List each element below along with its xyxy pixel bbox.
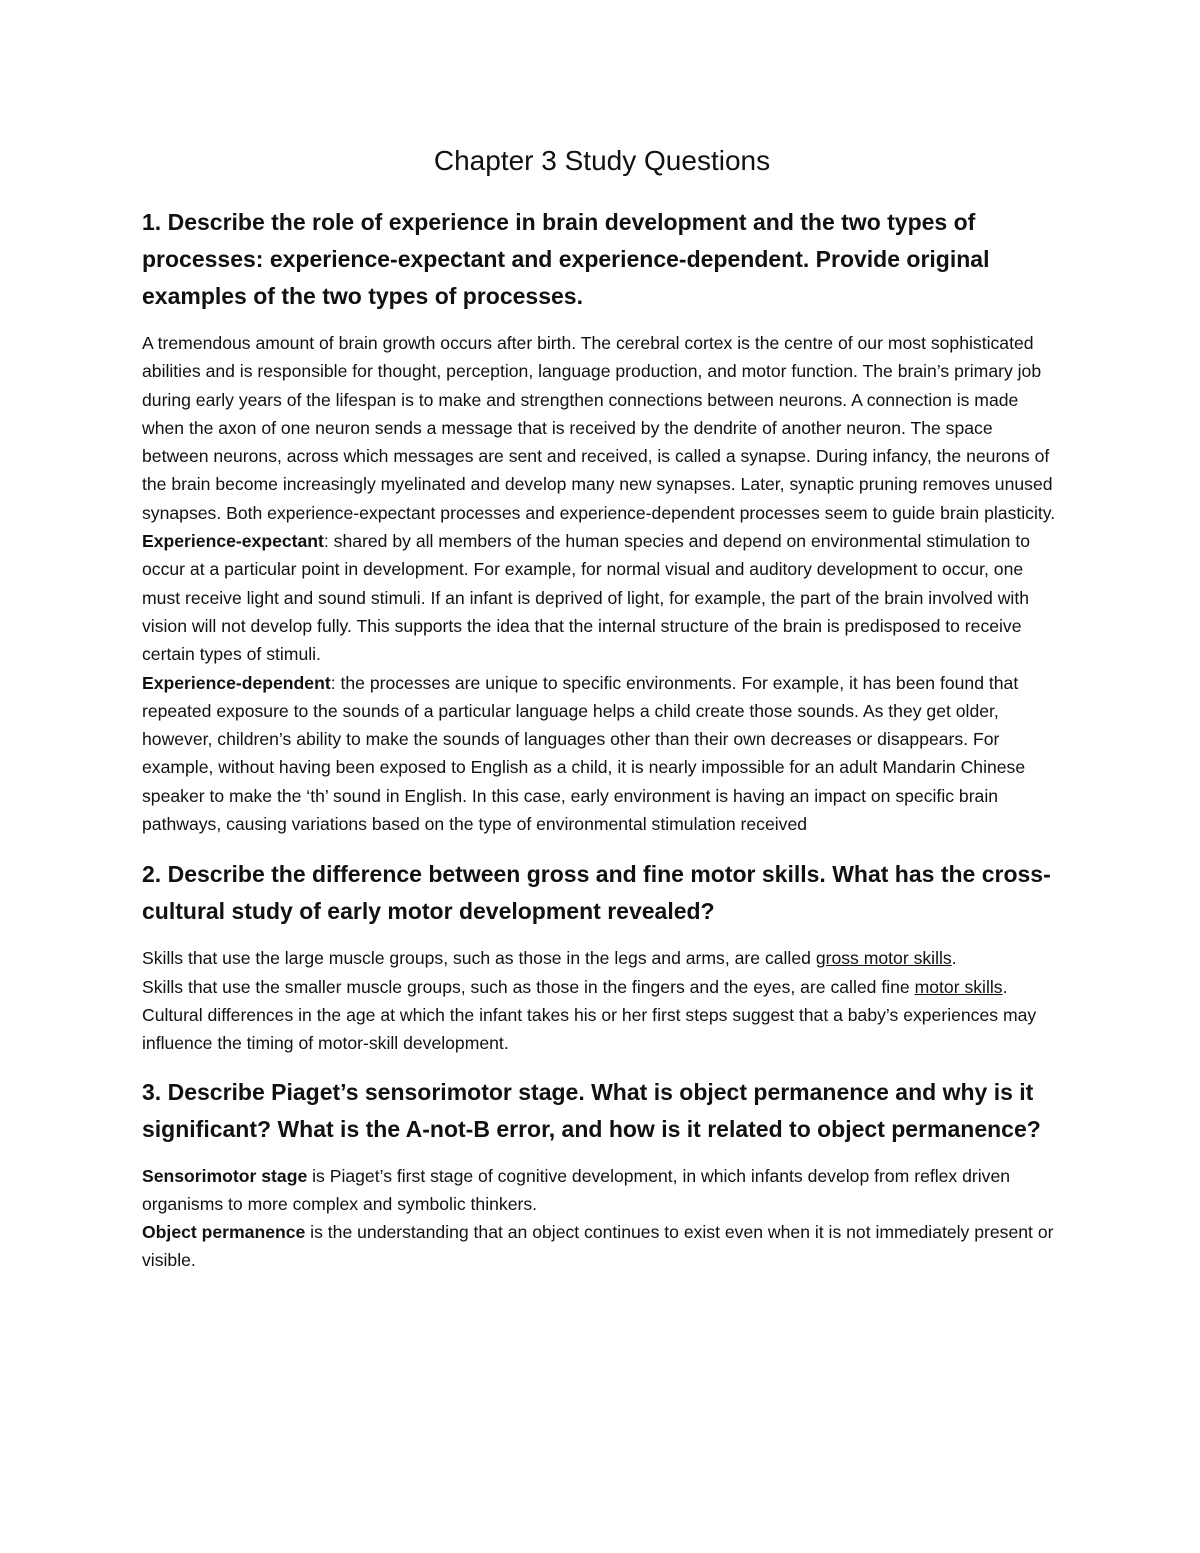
question-1-number: 1. <box>142 209 162 235</box>
answer-2-gross-text: Skills that use the large muscle groups, such as those in the legs and arms, are called <box>142 948 816 969</box>
answer-3-permanence <box>142 1218 1062 1275</box>
answer-2 <box>142 944 1062 1057</box>
gross-motor-skills-link[interactable]: gross motor skills <box>815 948 952 969</box>
question-3-number: 3. <box>142 1078 162 1105</box>
question-1 <box>142 204 1062 315</box>
definition-object-permanence: is the understanding that an object continues to exist even when it is not immediately present or visible. <box>142 1222 1054 1271</box>
answer-1-expectant <box>142 527 1062 668</box>
document-body <box>142 138 1062 1275</box>
answer-3 <box>142 1162 1062 1275</box>
answer-2-fine-period: . <box>1002 976 1008 997</box>
question-2-text: Describe the difference between gross and fine motor skills. What has the cross-cultural study of early motor development revealed? <box>142 861 1051 925</box>
definition-experience-dependent: : the processes are unique to specific environments. For example, it has been found that repeated exposure to the sounds of a particular language helps a child create those sounds. As they get older, however, children’s ability to make the sounds of languages other than their own decreases or disappears. For example, without having been exposed to English as a child, it is nearly impossible for an adult Mandarin Chinese speaker to make the ‘th’ sound in English. In this case, early environment is having an impact on specific brain pathways, causing variations based on the type of environmental stimulation received <box>142 672 1026 835</box>
answer-1-intro: A tremendous amount of brain growth occurs after birth. The cerebral cortex is the centre of our most sophisticated abilities and is responsible for thought, perception, language production, and motor function. The brain’s primary job during early years of the lifespan is to make and strengthen connections between neurons. A connection is made when the axon of one neuron sends a message that is received by the dendrite of another neuron. The space between neurons, across which messages are sent and received, is called a synapse. During infancy, the neurons of the brain become increasingly myelinated and develop many new synapses. Later, synaptic pruning removes unused synapses. Both experience-expectant processes and experience-dependent processes seem to guide brain plasticity. <box>142 333 1056 523</box>
term-sensorimotor-stage: Sensorimotor stage <box>142 1165 308 1186</box>
answer-1 <box>142 329 1062 838</box>
motor-skills-link[interactable]: motor skills <box>914 976 1003 997</box>
question-3-text: Describe Piaget’s sensorimotor stage. What is object permanence and why is it significant? What is the A-not-B error, and how is it related to object permanence? <box>142 1078 1041 1142</box>
page-title: Chapter 3 Study Questions <box>433 145 771 176</box>
definition-experience-expectant: : shared by all members of the human species and depend on environmental stimulation to occur at a particular point in development. For example, for normal visual and auditory development to occur, one must receive light and sound stimuli. If an infant is deprived of light, for example, the part of the brain involved with vision will not develop fully. This supports the idea that the internal structure of the brain is predisposed to receive certain types of stimuli. <box>142 531 1031 665</box>
term-experience-expectant: Experience-expectant <box>142 531 324 552</box>
question-1-text: Describe the role of experience in brain development and the two types of processes: experience-expectant and experience-dependent. Provide original examples of the two types of processes. <box>142 209 990 309</box>
term-experience-dependent: Experience-dependent <box>142 672 331 693</box>
answer-1-dependent <box>142 669 1062 839</box>
answer-2-gross <box>142 944 1062 972</box>
answer-3-sensorimotor <box>142 1162 1062 1219</box>
definition-sensorimotor-stage: is Piaget’s first stage of cognitive development, in which infants develop from reflex driven organisms to more complex and symbolic thinkers. <box>142 1165 1011 1214</box>
answer-2-gross-period: . <box>951 948 957 969</box>
answer-2-fine <box>142 973 1062 1001</box>
question-3 <box>142 1074 1062 1148</box>
answer-2-fine-text: Skills that use the smaller muscle groups, such as those in the fingers and the eyes, are called fine <box>142 976 915 997</box>
question-2 <box>142 856 1062 930</box>
answer-2-cultural: Cultural differences in the age at which the infant takes his or her first steps suggest that a baby’s experiences may influence the timing of motor-skill development. <box>142 1004 1037 1054</box>
question-2-number: 2. <box>142 861 162 888</box>
term-object-permanence: Object permanence <box>142 1222 306 1243</box>
